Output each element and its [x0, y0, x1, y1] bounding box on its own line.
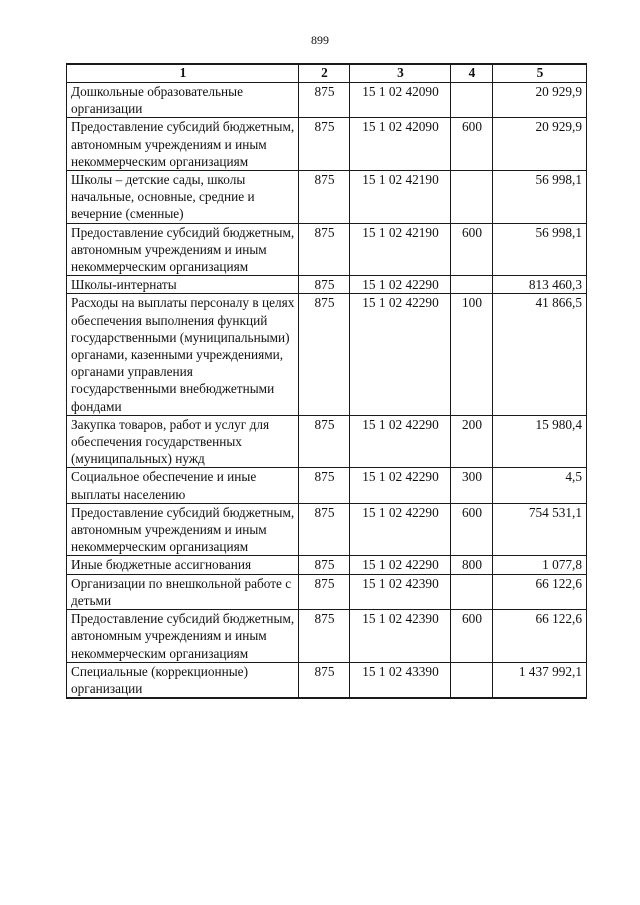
- row-sum-cell: 20 929,9: [493, 118, 587, 171]
- row-code-cell: 15 1 02 42290: [350, 556, 451, 574]
- row-type-cell: 200: [451, 415, 493, 468]
- row-code-cell: 15 1 02 42090: [350, 118, 451, 171]
- table-row: [67, 223, 587, 276]
- row-ministry-cell: 875: [299, 415, 350, 468]
- row-ministry-cell: 875: [299, 118, 350, 171]
- row-sum-cell: 1 437 992,1: [493, 662, 587, 698]
- row-ministry-cell: 875: [299, 610, 350, 663]
- row-code-cell: 15 1 02 42090: [350, 83, 451, 118]
- row-name-cell: Социальное обеспечение и иные выплаты населению: [67, 468, 299, 503]
- row-ministry-cell: 875: [299, 171, 350, 224]
- row-name-cell: Закупка товаров, работ и услуг для обеспечения государственных (муниципальных) нужд: [67, 415, 299, 468]
- table-row: [67, 294, 587, 415]
- table-row: [67, 171, 587, 224]
- column-header-ministry: 2: [299, 64, 350, 83]
- table-row: [67, 276, 587, 294]
- column-header-code: 3: [350, 64, 451, 83]
- row-sum-cell: 56 998,1: [493, 171, 587, 224]
- row-code-cell: 15 1 02 42290: [350, 276, 451, 294]
- row-ministry-cell: 875: [299, 662, 350, 698]
- row-code-cell: 15 1 02 43390: [350, 662, 451, 698]
- row-name-cell: Предоставление субсидий бюджетным, автономным учреждениям и иным некоммерческим организациям: [67, 503, 299, 556]
- row-ministry-cell: 875: [299, 223, 350, 276]
- row-name-cell: Расходы на выплаты персоналу в целях обеспечения выполнения функций государственными (муниципальными) органами, казенными учреждениями, органами управления государственными внебюджетными фондами: [67, 294, 299, 415]
- row-ministry-cell: 875: [299, 503, 350, 556]
- row-sum-cell: 66 122,6: [493, 574, 587, 609]
- row-name-cell: Предоставление субсидий бюджетным, автономным учреждениям и иным некоммерческим организациям: [67, 118, 299, 171]
- row-sum-cell: 20 929,9: [493, 83, 587, 118]
- row-sum-cell: 15 980,4: [493, 415, 587, 468]
- row-type-cell: 800: [451, 556, 493, 574]
- row-ministry-cell: 875: [299, 294, 350, 415]
- row-name-cell: Школы-интернаты: [67, 276, 299, 294]
- table-row: [67, 610, 587, 663]
- row-sum-cell: 1 077,8: [493, 556, 587, 574]
- column-header-name: 1: [67, 64, 299, 83]
- row-sum-cell: 813 460,3: [493, 276, 587, 294]
- row-code-cell: 15 1 02 42190: [350, 171, 451, 224]
- page-number: 899: [311, 33, 329, 47]
- budget-table: [66, 63, 587, 699]
- row-type-cell: 300: [451, 468, 493, 503]
- row-name-cell: Предоставление субсидий бюджетным, автономным учреждениям и иным некоммерческим организациям: [67, 223, 299, 276]
- row-name-cell: Предоставление субсидий бюджетным, автономным учреждениям и иным некоммерческим организациям: [67, 610, 299, 663]
- table-row: [67, 662, 587, 698]
- table-header: [67, 64, 587, 83]
- column-header-sum: 5: [493, 64, 587, 83]
- column-header-type: 4: [451, 64, 493, 83]
- row-code-cell: 15 1 02 42190: [350, 223, 451, 276]
- table-row: [67, 574, 587, 609]
- table-row: [67, 415, 587, 468]
- row-sum-cell: 4,5: [493, 468, 587, 503]
- row-type-cell: [451, 83, 493, 118]
- row-code-cell: 15 1 02 42290: [350, 415, 451, 468]
- row-sum-cell: 56 998,1: [493, 223, 587, 276]
- row-code-cell: 15 1 02 42290: [350, 294, 451, 415]
- row-type-cell: [451, 662, 493, 698]
- table-row: [67, 503, 587, 556]
- row-name-cell: Специальные (коррекционные) организации: [67, 662, 299, 698]
- table-row: [67, 556, 587, 574]
- row-name-cell: Иные бюджетные ассигнования: [67, 556, 299, 574]
- row-name-cell: Школы – детские сады, школы начальные, основные, средние и вечерние (сменные): [67, 171, 299, 224]
- row-ministry-cell: 875: [299, 276, 350, 294]
- row-ministry-cell: 875: [299, 556, 350, 574]
- header-row: [67, 64, 587, 83]
- row-code-cell: 15 1 02 42290: [350, 503, 451, 556]
- row-ministry-cell: 875: [299, 574, 350, 609]
- row-type-cell: 600: [451, 610, 493, 663]
- row-code-cell: 15 1 02 42290: [350, 468, 451, 503]
- row-type-cell: 600: [451, 503, 493, 556]
- row-code-cell: 15 1 02 42390: [350, 574, 451, 609]
- row-ministry-cell: 875: [299, 468, 350, 503]
- row-ministry-cell: 875: [299, 83, 350, 118]
- row-type-cell: 600: [451, 223, 493, 276]
- row-type-cell: [451, 171, 493, 224]
- row-type-cell: 600: [451, 118, 493, 171]
- row-type-cell: 100: [451, 294, 493, 415]
- table-row: [67, 118, 587, 171]
- row-sum-cell: 66 122,6: [493, 610, 587, 663]
- row-type-cell: [451, 276, 493, 294]
- table-row: [67, 468, 587, 503]
- row-name-cell: Организации по внешкольной работе с детьми: [67, 574, 299, 609]
- row-sum-cell: 41 866,5: [493, 294, 587, 415]
- row-type-cell: [451, 574, 493, 609]
- table-body: [67, 83, 587, 699]
- table-row: [67, 83, 587, 118]
- row-sum-cell: 754 531,1: [493, 503, 587, 556]
- row-code-cell: 15 1 02 42390: [350, 610, 451, 663]
- row-name-cell: Дошкольные образовательные организации: [67, 83, 299, 118]
